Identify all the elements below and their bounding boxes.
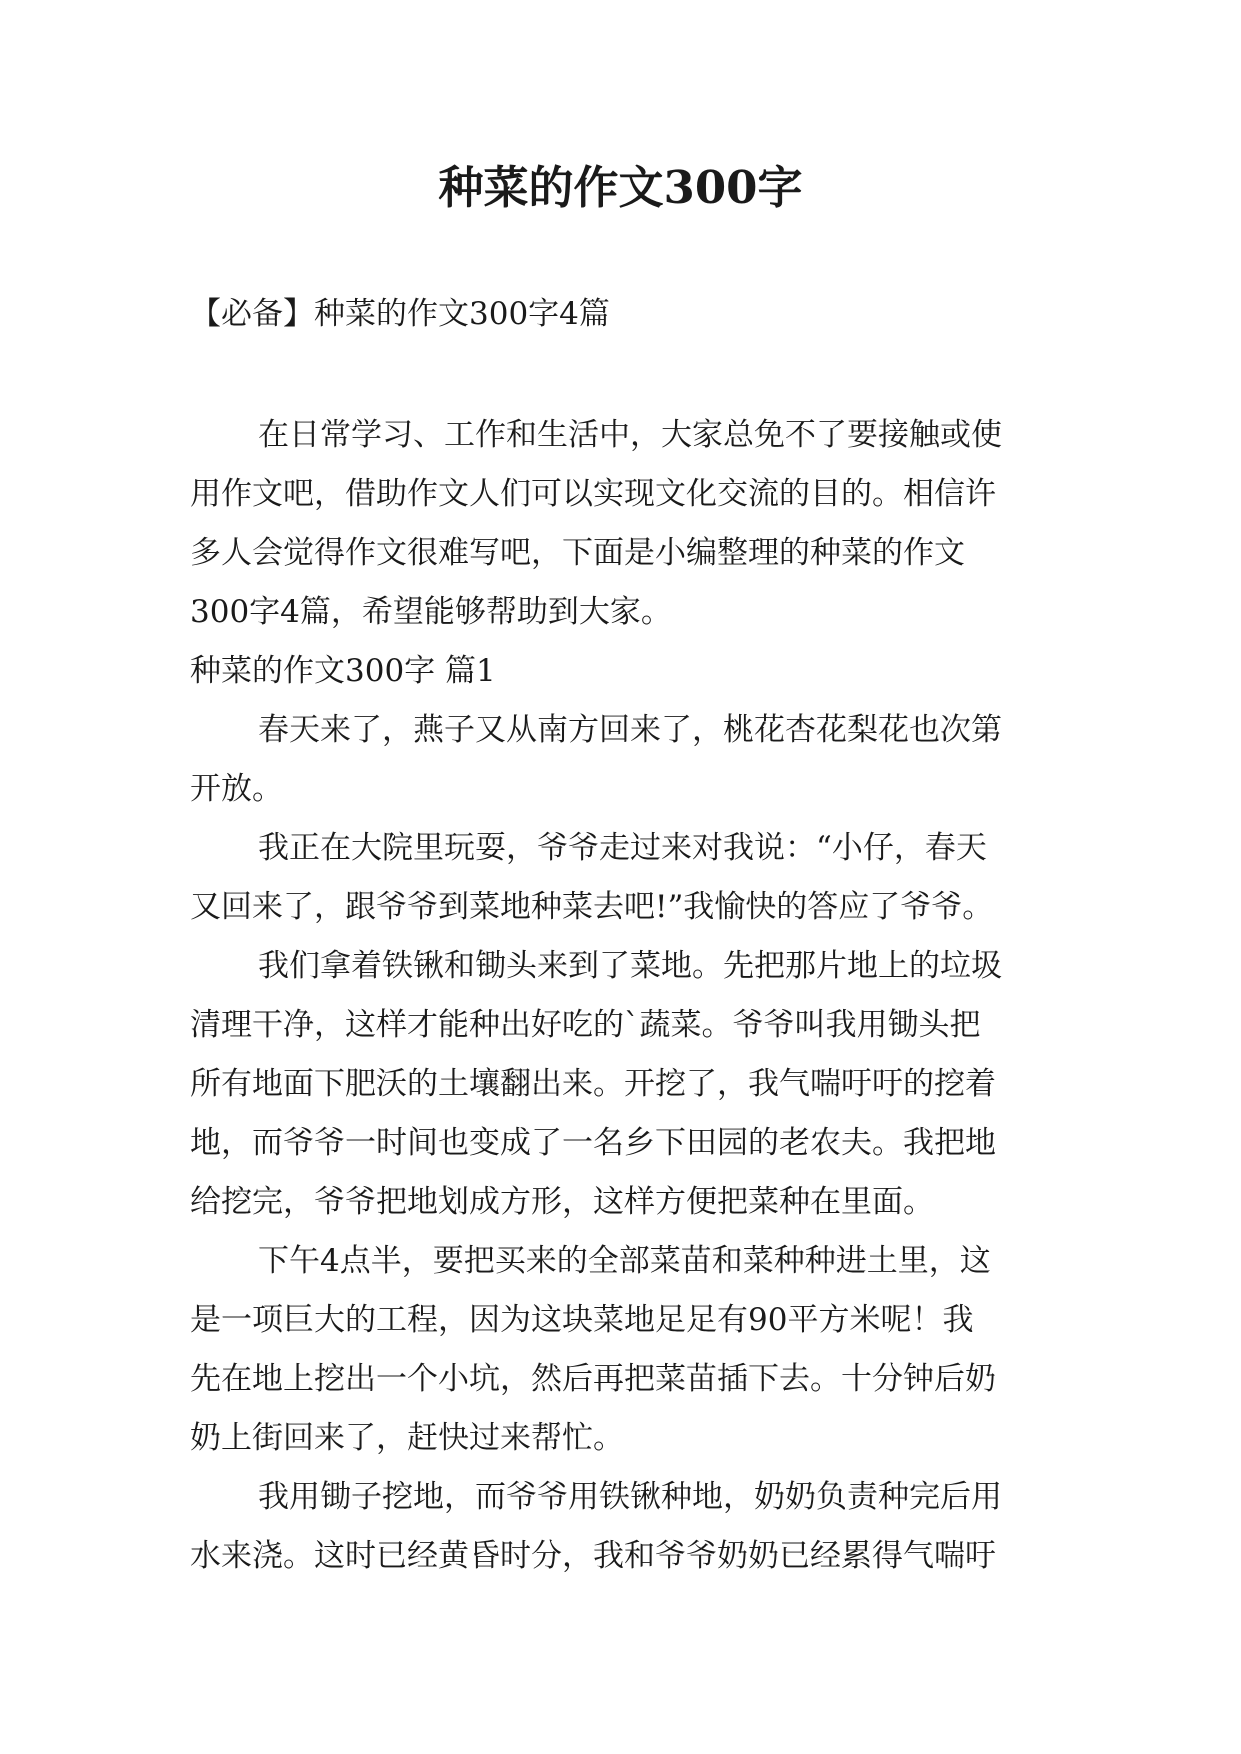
body-line: 地，而爷爷一时间也变成了一名乡下田园的老农夫。我把地 bbox=[190, 1125, 996, 1161]
body-line: 在日常学习、工作和生活中，大家总免不了要接触或使 bbox=[258, 417, 1002, 453]
body-line: 我们拿着铁锹和锄头来到了菜地。先把那片地上的垃圾 bbox=[258, 948, 1002, 984]
body-line: 又回来了，跟爷爷到菜地种菜去吧!”我愉快的答应了爷爷。 bbox=[190, 889, 994, 925]
body-line: 奶上街回来了，赶快过来帮忙。 bbox=[190, 1420, 624, 1456]
document-title: 种菜的作文300字 bbox=[438, 161, 803, 214]
document-body bbox=[190, 406, 1070, 1586]
body-line: 给挖完，爷爷把地划成方形，这样方便把菜种在里面。 bbox=[190, 1184, 934, 1220]
body-line: 300字4篇，希望能够帮助到大家。 bbox=[190, 594, 672, 630]
body-line: 用作文吧，借助作文人们可以实现文化交流的目的。相信许 bbox=[190, 476, 996, 512]
body-line: 我用锄子挖地，而爷爷用铁锹种地，奶奶负责种完后用 bbox=[258, 1479, 1002, 1515]
body-line: 我正在大院里玩耍，爷爷走过来对我说：“小仔，春天 bbox=[258, 830, 987, 866]
body-line: 开放。 bbox=[190, 771, 283, 807]
document-subtitle: 【必备】种菜的作文300字4篇 bbox=[190, 296, 610, 332]
body-line: 水来浇。这时已经黄昏时分，我和爷爷奶奶已经累得气喘吁 bbox=[190, 1538, 996, 1574]
body-line: 春天来了，燕子又从南方回来了，桃花杏花梨花也次第 bbox=[258, 712, 1002, 748]
body-line: 种菜的作文300字 篇1 bbox=[190, 653, 496, 689]
body-line: 所有地面下肥沃的土壤翻出来。开挖了，我气喘吁吁的挖着 bbox=[190, 1066, 996, 1102]
body-line: 清理干净，这样才能种出好吃的`蔬菜。爷爷叫我用锄头把 bbox=[190, 1007, 981, 1043]
body-line: 多人会觉得作文很难写吧，下面是小编整理的种菜的作文 bbox=[190, 535, 965, 571]
body-line: 下午4点半，要把买来的全部菜苗和菜种种进土里，这 bbox=[258, 1243, 991, 1279]
body-line: 先在地上挖出一个小坑，然后再把菜苗插下去。十分钟后奶 bbox=[190, 1361, 996, 1397]
body-line: 是一项巨大的工程，因为这块菜地足足有90平方米呢！我 bbox=[190, 1302, 974, 1338]
